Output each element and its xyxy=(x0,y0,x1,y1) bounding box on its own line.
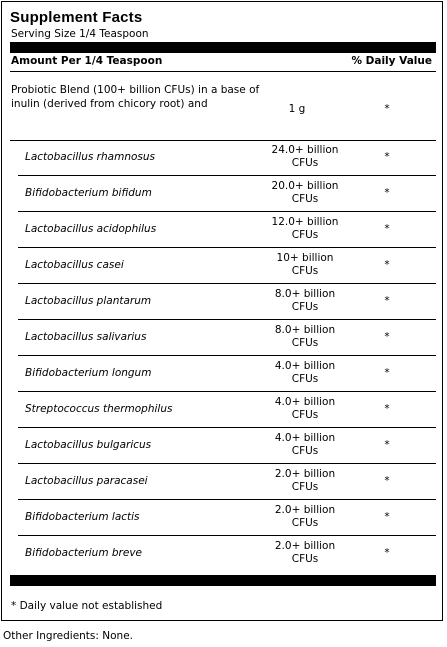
ingredient-amount-line1: 2.0+ billion xyxy=(274,504,336,516)
ingredient-amount xyxy=(255,216,355,242)
ingredient-name: Bifidobacterium lactis xyxy=(25,511,140,523)
ingredient-amount-line1: 24.0+ billion xyxy=(271,144,339,156)
ingredient-amount-line2: CFUs xyxy=(291,301,319,313)
ingredient-amount-line2: CFUs xyxy=(291,553,319,565)
blend-amount: 1 g xyxy=(288,103,306,115)
panel-title: Supplement Facts xyxy=(10,9,143,26)
ingredient-amount-line1: 10+ billion xyxy=(276,252,334,264)
ingredient-row xyxy=(10,212,436,248)
ingredient-daily-value: * xyxy=(384,547,390,559)
column-header-row xyxy=(11,55,435,69)
bottom-divider-bar xyxy=(10,575,436,586)
ingredient-name: Lactobacillus rhamnosus xyxy=(25,151,155,163)
header-divider xyxy=(10,71,436,72)
ingredient-name: Bifidobacterium breve xyxy=(25,547,143,559)
ingredient-daily-value: * xyxy=(384,151,390,163)
ingredient-name: Lactobacillus acidophilus xyxy=(25,223,157,235)
ingredient-amount xyxy=(255,252,355,278)
ingredient-row xyxy=(10,284,436,320)
ingredient-row xyxy=(10,248,436,284)
ingredient-daily-value: * xyxy=(384,187,390,199)
ingredient-row xyxy=(10,176,436,212)
ingredient-row xyxy=(10,392,436,428)
ingredient-amount-line1: 8.0+ billion xyxy=(274,288,336,300)
ingredient-name: Lactobacillus paracasei xyxy=(25,475,148,487)
ingredient-row xyxy=(10,428,436,464)
ingredient-daily-value: * xyxy=(384,511,390,523)
ingredient-amount xyxy=(255,360,355,386)
ingredient-amount xyxy=(255,180,355,206)
ingredient-amount xyxy=(255,144,355,170)
ingredient-amount xyxy=(255,468,355,494)
ingredient-amount xyxy=(255,396,355,422)
ingredient-daily-value: * xyxy=(384,295,390,307)
ingredient-row xyxy=(10,320,436,356)
ingredient-daily-value: * xyxy=(384,439,390,451)
ingredient-amount-line2: CFUs xyxy=(291,265,319,277)
ingredient-amount-line2: CFUs xyxy=(291,517,319,529)
other-ingredients: Other Ingredients: None. xyxy=(3,630,134,642)
ingredient-amount-line2: CFUs xyxy=(291,481,319,493)
blend-description: Probiotic Blend (100+ billion CFUs) in a base of inulin (derived from chicory root) and xyxy=(11,84,260,110)
ingredient-name: Streptococcus thermophilus xyxy=(25,403,173,415)
amount-per-serving-header: Amount Per 1/4 Teaspoon xyxy=(11,55,163,67)
ingredient-amount xyxy=(255,504,355,530)
ingredient-amount-line2: CFUs xyxy=(291,445,319,457)
ingredient-name: Lactobacillus plantarum xyxy=(25,295,152,307)
ingredient-name: Lactobacillus salivarius xyxy=(25,331,147,343)
ingredient-amount-line1: 2.0+ billion xyxy=(274,468,336,480)
supplement-facts-panel xyxy=(1,1,443,621)
ingredient-row xyxy=(10,356,436,392)
ingredient-amount-line1: 12.0+ billion xyxy=(271,216,339,228)
ingredient-daily-value: * xyxy=(384,475,390,487)
ingredient-amount-line1: 8.0+ billion xyxy=(274,324,336,336)
ingredient-amount xyxy=(255,288,355,314)
ingredient-amount-line2: CFUs xyxy=(291,409,319,421)
ingredient-name: Lactobacillus bulgaricus xyxy=(25,439,152,451)
blend-daily-value: * xyxy=(384,103,390,115)
ingredient-name: Bifidobacterium bifidum xyxy=(25,187,152,199)
ingredient-daily-value: * xyxy=(384,223,390,235)
ingredient-row xyxy=(10,464,436,500)
ingredient-row xyxy=(10,500,436,536)
ingredient-amount-line2: CFUs xyxy=(291,337,319,349)
ingredient-amount xyxy=(255,324,355,350)
top-divider-bar xyxy=(10,42,436,53)
ingredient-daily-value: * xyxy=(384,367,390,379)
serving-size: Serving Size 1/4 Teaspoon xyxy=(11,28,149,40)
ingredient-daily-value: * xyxy=(384,259,390,271)
daily-value-header: % Daily Value xyxy=(351,55,432,67)
ingredient-amount-line1: 20.0+ billion xyxy=(271,180,339,192)
ingredient-name: Lactobacillus casei xyxy=(25,259,124,271)
ingredient-amount-line1: 4.0+ billion xyxy=(274,360,336,372)
daily-value-footnote: * Daily value not established xyxy=(11,600,163,612)
ingredient-amount-line2: CFUs xyxy=(291,373,319,385)
blend-divider xyxy=(10,140,436,141)
ingredient-row xyxy=(10,536,436,572)
ingredient-amount-line2: CFUs xyxy=(291,193,319,205)
ingredient-amount-line2: CFUs xyxy=(291,229,319,241)
ingredient-amount-line1: 4.0+ billion xyxy=(274,396,336,408)
ingredient-amount xyxy=(255,432,355,458)
ingredient-daily-value: * xyxy=(384,331,390,343)
ingredient-amount-line2: CFUs xyxy=(291,157,319,169)
ingredient-amount-line1: 2.0+ billion xyxy=(274,540,336,552)
ingredient-amount xyxy=(255,540,355,566)
ingredient-amount-line1: 4.0+ billion xyxy=(274,432,336,444)
ingredient-row xyxy=(10,140,436,176)
ingredient-daily-value: * xyxy=(384,403,390,415)
ingredient-name: Bifidobacterium longum xyxy=(25,367,152,379)
